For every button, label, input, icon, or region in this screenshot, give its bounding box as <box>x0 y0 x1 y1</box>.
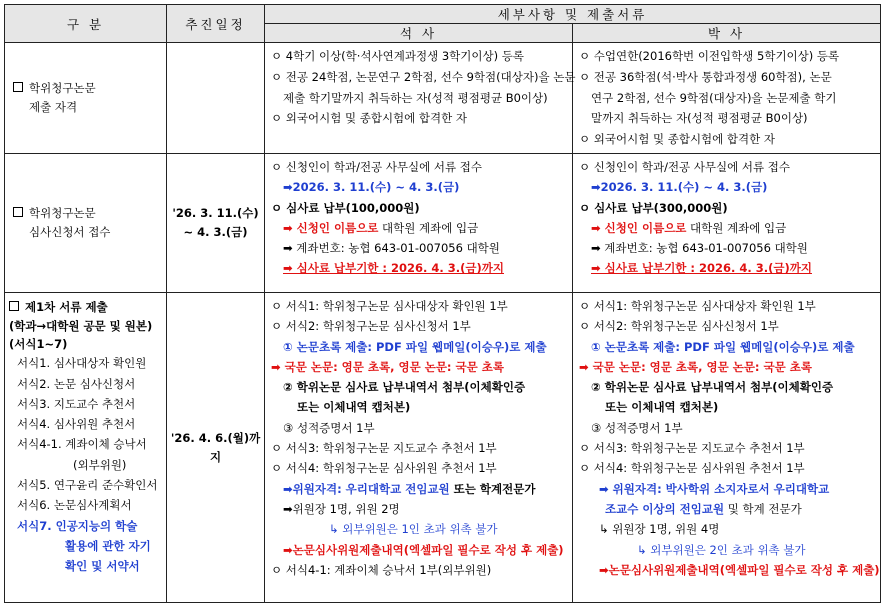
header-details: 세부사항 및 제출서류 <box>265 5 881 24</box>
row-documents-doctoral: ㅇ 서식1: 학위청구논문 심사대상자 확인원 1부 ㅇ 서식2: 학위청구논문 심사신청서 1부 ① 논문초록 제출: PDF 파일 웹메일(이승우)로 제출 ➡ 국문 논문: 영문 초록, 영문 논문: 국문 초록 ② 학위논문 심사료 납부내역서 첨부(이체확인증 또는 이체내역 캡처본) ③ 성적증명서 1부 ㅇ 서식3: 학위청구논문 지도교수 추천서 1부 ㅇ 서식4: 학위청구논문 심사위원 추천서 1부 ➡ 위원자격: 박사학위 소지자로서 우리대학교 조교수 이상의 전임교원 및 학계 전문가 ↳ 위원장 1명, 위원 4명 ↳ 외부위원은 2인 초과 위촉 불가 ➡논문심사위원제출내역(엑셀파일 필수로 작성 후 제출) <box>573 293 881 603</box>
row-eligibility-masters: ㅇ 4학기 이상(학·석사연계과정생 3학기이상) 등록 ㅇ 전공 24학점, 논문연구 2학점, 선수 9학점(대상자)을 논문 제출 학기말까지 취득하는 자(성적 평점평균 B0이상) ㅇ 외국어시험 및 종합시험에 합격한 자 <box>265 43 573 154</box>
row-application-schedule: '26. 3. 11.(수) ~ 4. 3.(금) <box>167 154 265 293</box>
thesis-submission-table <box>4 4 881 603</box>
row-documents-schedule: '26. 4. 6.(월)까지 <box>167 293 265 603</box>
header-category: 구 분 <box>5 5 167 43</box>
row-eligibility-label: 학위청구논문 제출 자격 <box>5 43 167 154</box>
checkbox-square-icon <box>13 82 23 92</box>
row-eligibility-doctoral: ㅇ 수업연한(2016학번 이전입학생 5학기이상) 등록 ㅇ 전공 36학점(석·박사 통합과정생 60학점), 논문 연구 2학점, 선수 9학점(대상자)을 논문제출 학기 말까지 취득하는 자(성적 평점평균 B0이상) ㅇ 외국어시험 및 종합시험에 합격한 자 <box>573 43 881 154</box>
header-doctoral: 박 사 <box>573 24 881 43</box>
row-application-doctoral: ㅇ 신청인이 학과/전공 사무실에 서류 접수 ➡2026. 3. 11.(수) ~ 4. 3.(금) ㅇ 심사료 납부(300,000원) ➡ 신청인 이름으로 대학원 계좌에 입금 ➡ 계좌번호: 농협 643-01-007056 대학원 ➡ 심사료 납부기한 : 2026. 4. 3.(금)까지 <box>573 154 881 293</box>
checkbox-square-icon <box>9 301 19 311</box>
header-masters: 석 사 <box>265 24 573 43</box>
row-documents-label: 제1차 서류 제출 (학과→대학원 공문 및 원본) (서식1~7) 서식1. 심사대상자 확인원 서식2. 논문 심사신청서 서식3. 지도교수 추천서 서식4. 심사위원 추천서 서식4-1. 계좌이체 승낙서 (외부위원) 서식5. 연구윤리 준수확인서 서식6. 논문심사계획서 서식7. 인공지능의 학술 활용에 관한 자기 확인 및 서약서 <box>5 293 167 603</box>
row-application-label: 학위청구논문 심사신청서 접수 <box>5 154 167 293</box>
row-documents-masters: ㅇ 서식1: 학위청구논문 심사대상자 확인원 1부 ㅇ 서식2: 학위청구논문 심사신청서 1부 ① 논문초록 제출: PDF 파일 웹메일(이승우)로 제출 ➡ 국문 논문: 영문 초록, 영문 논문: 국문 초록 ② 학위논문 심사료 납부내역서 첨부(이체확인증 또는 이체내역 캡처본) ③ 성적증명서 1부 ㅇ 서식3: 학위청구논문 지도교수 추천서 1부 ㅇ 서식4: 학위청구논문 심사위원 추천서 1부 ➡위원자격: 우리대학교 전임교원 또는 학계전문가 ➡위원장 1명, 위원 2명 ↳ 외부위원은 1인 초과 위촉 불가 ➡논문심사위원제출내역(엑셀파일 필수로 작성 후 제출) ㅇ 서식4-1: 계좌이체 승낙서 1부(외부위원) <box>265 293 573 603</box>
row-eligibility-schedule <box>167 43 265 154</box>
header-schedule: 추진일정 <box>167 5 265 43</box>
row-application-masters: ㅇ 신청인이 학과/전공 사무실에 서류 접수 ➡2026. 3. 11.(수) ~ 4. 3.(금) ㅇ 심사료 납부(100,000원) ➡ 신청인 이름으로 대학원 계좌에 입금 ➡ 계좌번호: 농협 643-01-007056 대학원 ➡ 심사료 납부기한 : 2026. 4. 3.(금)까지 <box>265 154 573 293</box>
checkbox-square-icon <box>13 207 23 217</box>
